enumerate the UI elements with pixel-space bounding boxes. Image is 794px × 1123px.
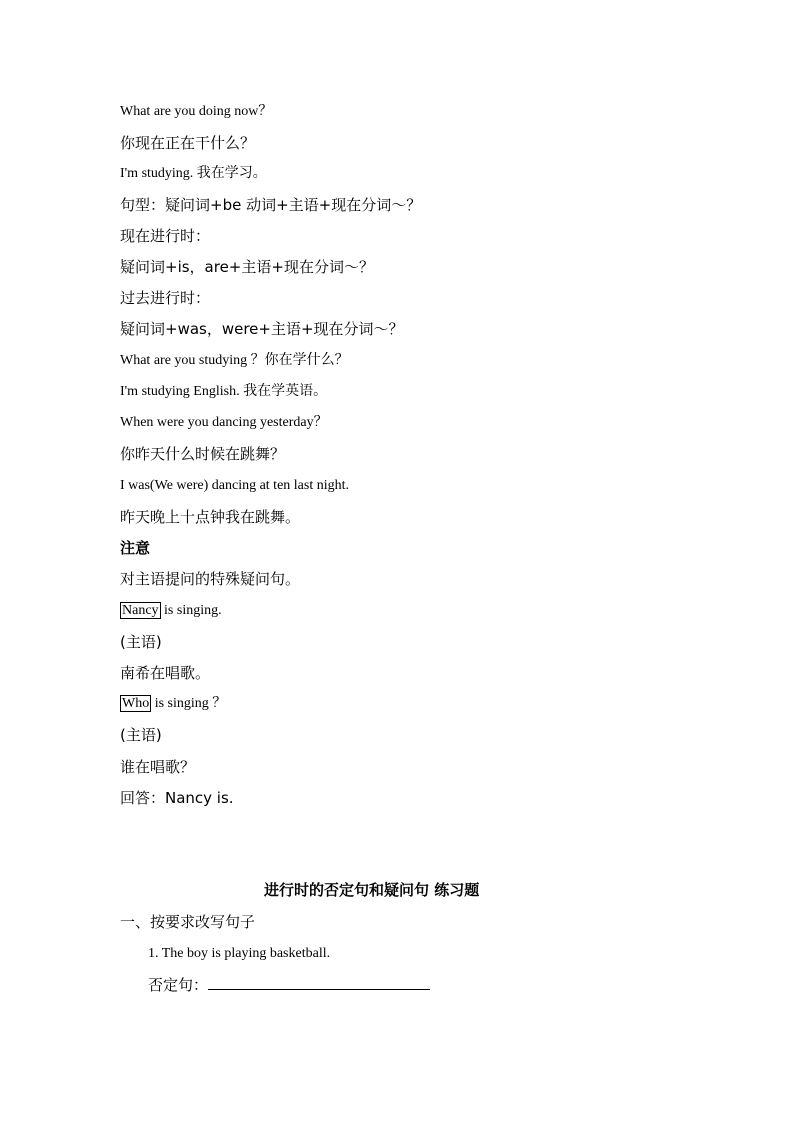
sentence-what-studying: What are you studying ？你在学什么？ xyxy=(120,353,349,368)
past-progressive-rule: 疑问词+was，were+主语+现在分词～？ xyxy=(120,320,404,338)
subject-label-1: (主语) xyxy=(120,633,162,651)
sentence-was-dancing: I was(We were) dancing at ten last night. xyxy=(120,478,350,493)
boxed-subject-who: Who xyxy=(122,696,150,711)
boxed-subject-nancy: Nancy xyxy=(122,603,159,618)
present-progressive-heading: 现在进行时： xyxy=(120,227,211,245)
sentence-studying: I'm studying. 我在学习。 xyxy=(120,166,267,181)
exercise-item-1: 1. The boy is playing basketball. xyxy=(148,946,331,961)
subject-label-2: (主语) xyxy=(120,726,162,744)
exercise-section-heading: 一、按要求改写句子 xyxy=(120,913,256,931)
translation-nancy: 南希在唱歌。 xyxy=(120,664,211,682)
negative-label: 否定句： xyxy=(148,976,209,994)
example-who-sentence xyxy=(120,694,226,714)
past-progressive-heading: 过去进行时： xyxy=(120,289,211,307)
translation-when-dancing: 你昨天什么时候在跳舞？ xyxy=(120,445,286,463)
example-who-rest: is singing ？ xyxy=(151,696,227,711)
translation-who: 谁在唱歌？ xyxy=(120,758,196,776)
example-nancy-rest: is singing. xyxy=(160,603,222,618)
negative-answer-row xyxy=(148,975,430,995)
example-nancy-sentence xyxy=(120,601,222,621)
subject-question-note: 对主语提问的特殊疑问句。 xyxy=(120,570,301,588)
sentence-when-dancing: When were you dancing yesterday？ xyxy=(120,415,328,430)
exercise-title: 进行时的否定句和疑问句 练习题 xyxy=(264,881,480,899)
answer-line: 回答：Nancy is. xyxy=(120,789,234,807)
translation-what-doing: 你现在正在干什么？ xyxy=(120,134,256,152)
translation-was-dancing: 昨天晚上十点钟我在跳舞。 xyxy=(120,508,301,526)
present-progressive-rule: 疑问词+is，are+主语+现在分词～？ xyxy=(120,258,374,276)
note-heading: 注意 xyxy=(120,539,151,557)
negative-answer-blank[interactable] xyxy=(208,975,430,990)
pattern-rule: 句型：疑问词+be 动词+主语+现在分词～？ xyxy=(120,196,422,214)
sentence-what-doing: What are you doing now？ xyxy=(120,104,273,119)
sentence-studying-english: I'm studying English. 我在学英语。 xyxy=(120,384,328,399)
